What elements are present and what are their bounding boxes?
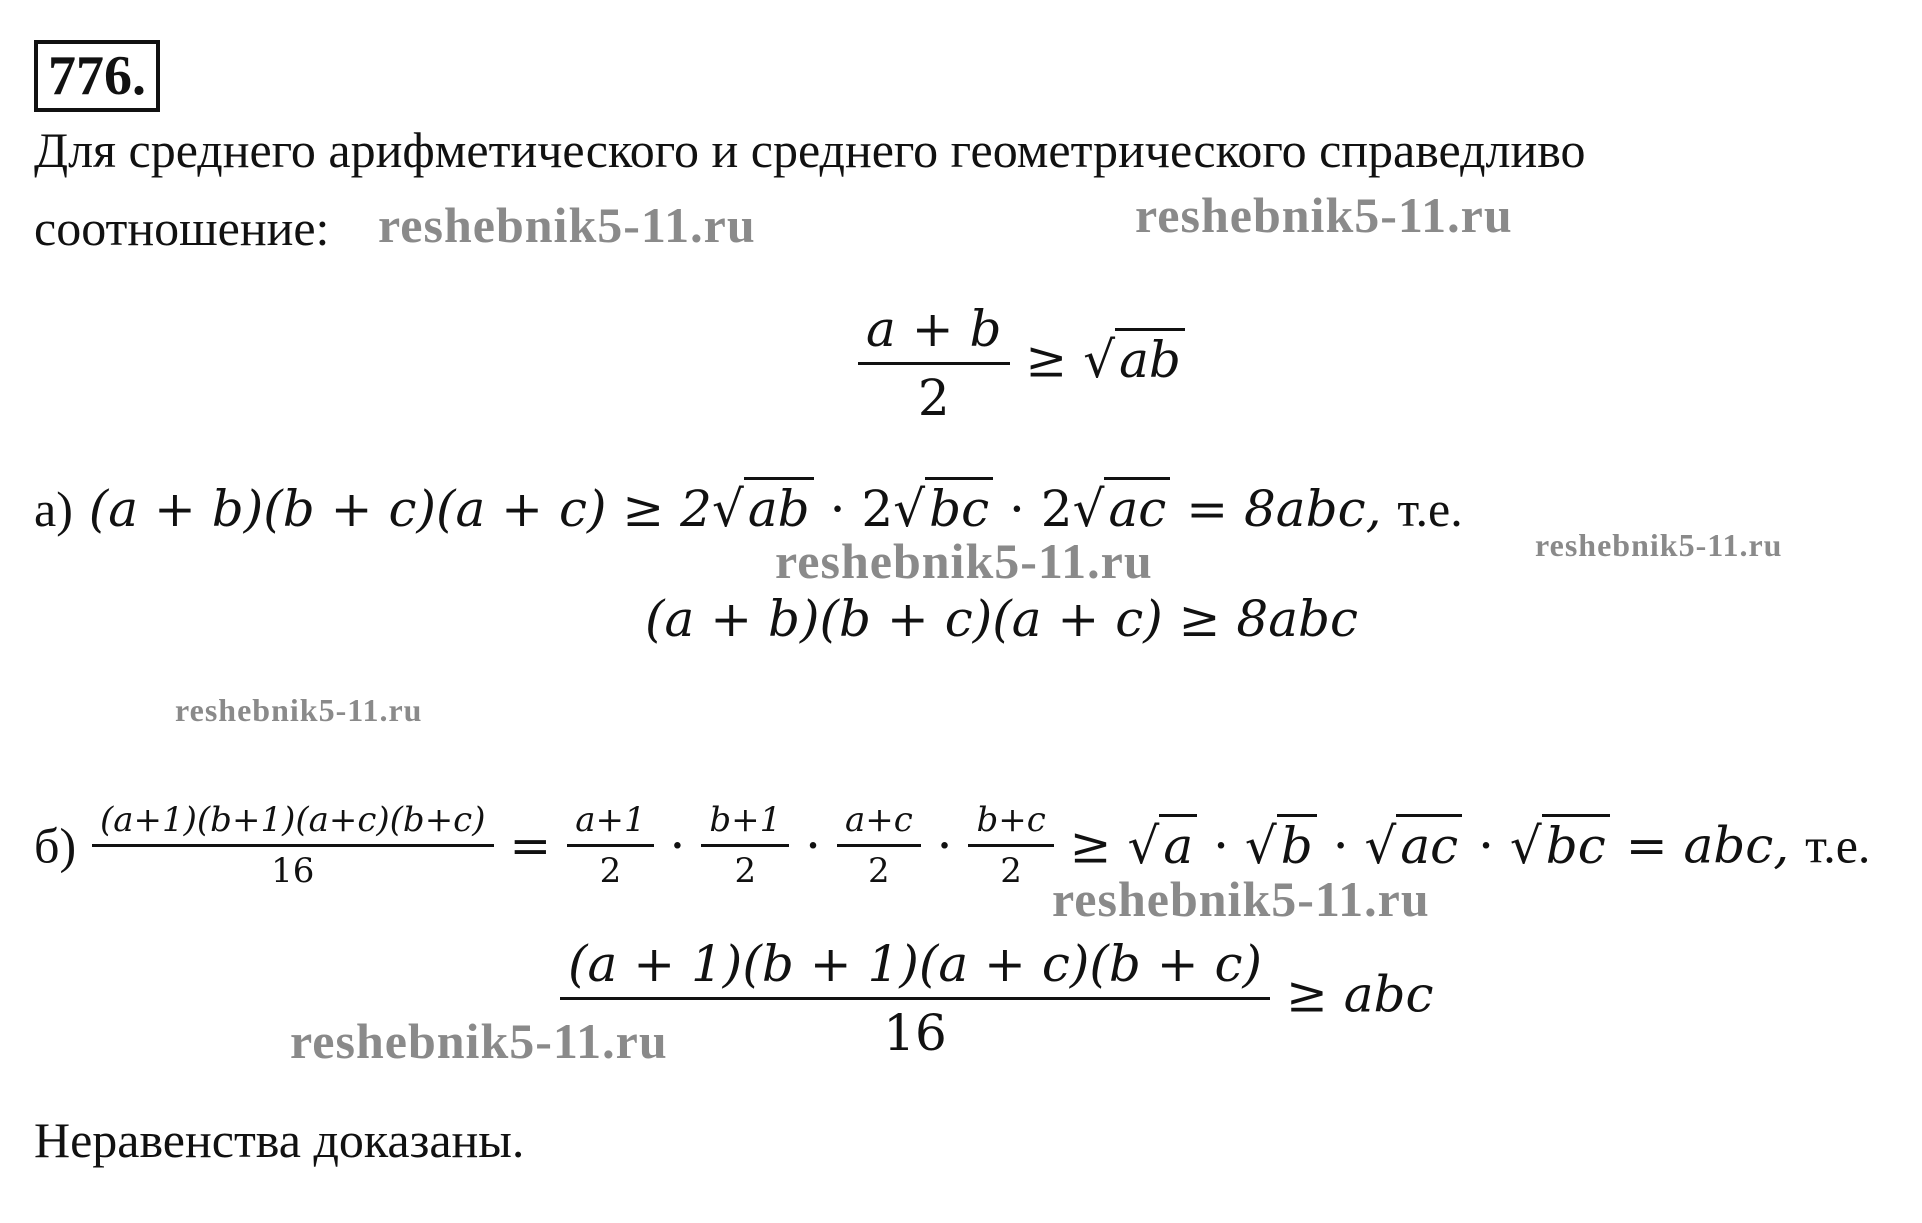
part-b-result-relation: ≥ abc <box>1285 965 1434 1024</box>
part-b-line <box>34 800 1870 891</box>
part-a-line <box>34 480 1463 538</box>
radicand-ac: ac <box>1396 814 1462 875</box>
watermark: reshebnik5-11.ru <box>290 1013 668 1069</box>
part-a-lhs: (a + b)(b + c)(a + c) ≥ 2 <box>88 480 712 538</box>
frac-4-den: 2 <box>1000 851 1022 891</box>
geq-sign: ≥ <box>1025 330 1068 389</box>
radicand-bc-a: bc <box>925 477 993 538</box>
part-b-rhs: = abc, <box>1625 816 1790 875</box>
part-b-big-denominator: 16 <box>271 851 315 891</box>
part-b-big-fraction <box>92 800 494 891</box>
sqrt-b: √b <box>1245 817 1317 875</box>
watermark: reshebnik5-11.ru <box>378 197 756 253</box>
sqrt-bc-a: √bc <box>893 480 993 538</box>
sqrt-a: √a <box>1127 817 1197 875</box>
sqrt-ac-a: √ac <box>1073 480 1171 538</box>
sqrt-ab <box>1083 331 1185 389</box>
frac-3-den: 2 <box>868 851 890 891</box>
frac-3-num: a+c <box>844 800 913 840</box>
dot: · <box>669 816 686 875</box>
frac-1-num: a+1 <box>575 800 646 840</box>
sqrt-icon: √ <box>1083 330 1116 389</box>
intro-line-2: соотношение: <box>34 200 330 256</box>
radicand-ab: ab <box>1115 328 1185 389</box>
part-b-eq: = <box>509 816 552 875</box>
part-b-frac-4 <box>968 800 1053 891</box>
part-a-suffix: т.е. <box>1397 481 1463 537</box>
part-b-frac-1 <box>567 800 653 891</box>
am-gm-formula <box>858 300 1185 427</box>
part-b-label: б) <box>34 817 77 874</box>
part-b-geq: ≥ <box>1069 816 1112 875</box>
sqrt-ab-a: √ab <box>712 480 814 538</box>
watermark: reshebnik5-11.ru <box>1135 187 1513 243</box>
watermark: reshebnik5-11.ru <box>1535 527 1783 563</box>
watermark: reshebnik5-11.ru <box>175 692 423 728</box>
radicand-a: a <box>1159 814 1197 875</box>
part-b-suffix: т.е. <box>1805 817 1871 874</box>
part-b-frac-2 <box>701 800 789 891</box>
part-a-mid2: · 2 <box>1008 480 1073 538</box>
watermark: reshebnik5-11.ru <box>1052 871 1430 927</box>
dot: · <box>805 816 822 875</box>
problem-number: 776. <box>34 40 160 112</box>
radicand-ac-a: ac <box>1104 477 1170 538</box>
intro-line-1: Для среднего арифметического и среднего геометрического справедливо <box>34 122 1586 178</box>
dot: · <box>1213 816 1229 875</box>
dot: · <box>1478 816 1494 875</box>
part-a-result: (a + b)(b + c)(a + c) ≥ 8abc <box>645 590 1359 648</box>
part-b-result-denominator: 16 <box>883 1004 947 1062</box>
frac-2-num: b+1 <box>709 800 782 840</box>
am-gm-fraction <box>858 300 1010 427</box>
part-b-result-numerator: (a + 1)(b + 1)(a + c)(b + c) <box>568 935 1263 993</box>
frac-1-den: 2 <box>599 851 622 891</box>
part-a-rhs: = 8abc, <box>1186 480 1382 538</box>
sqrt-ac: √ac <box>1365 817 1463 875</box>
sqrt-bc: √bc <box>1510 817 1610 875</box>
dot: · <box>936 816 953 875</box>
watermark: reshebnik5-11.ru <box>775 533 1153 589</box>
dot: · <box>1332 816 1349 875</box>
radicand-b: b <box>1277 814 1317 875</box>
part-a-label: а) <box>34 481 73 537</box>
conclusion-text: Неравенства доказаны. <box>34 1112 525 1168</box>
frac-4-num: b+c <box>976 800 1046 840</box>
radicand-ab-a: ab <box>744 477 814 538</box>
am-gm-denominator: 2 <box>917 369 950 427</box>
part-b-frac-3 <box>837 800 921 891</box>
frac-2-den: 2 <box>734 851 757 891</box>
part-a-mid1: · 2 <box>829 480 894 538</box>
am-gm-numerator: a + b <box>866 300 1002 358</box>
part-b-result <box>560 935 1434 1062</box>
part-b-big-numerator: (a+1)(b+1)(a+c)(b+c) <box>100 800 486 840</box>
radicand-bc: bc <box>1542 814 1610 875</box>
